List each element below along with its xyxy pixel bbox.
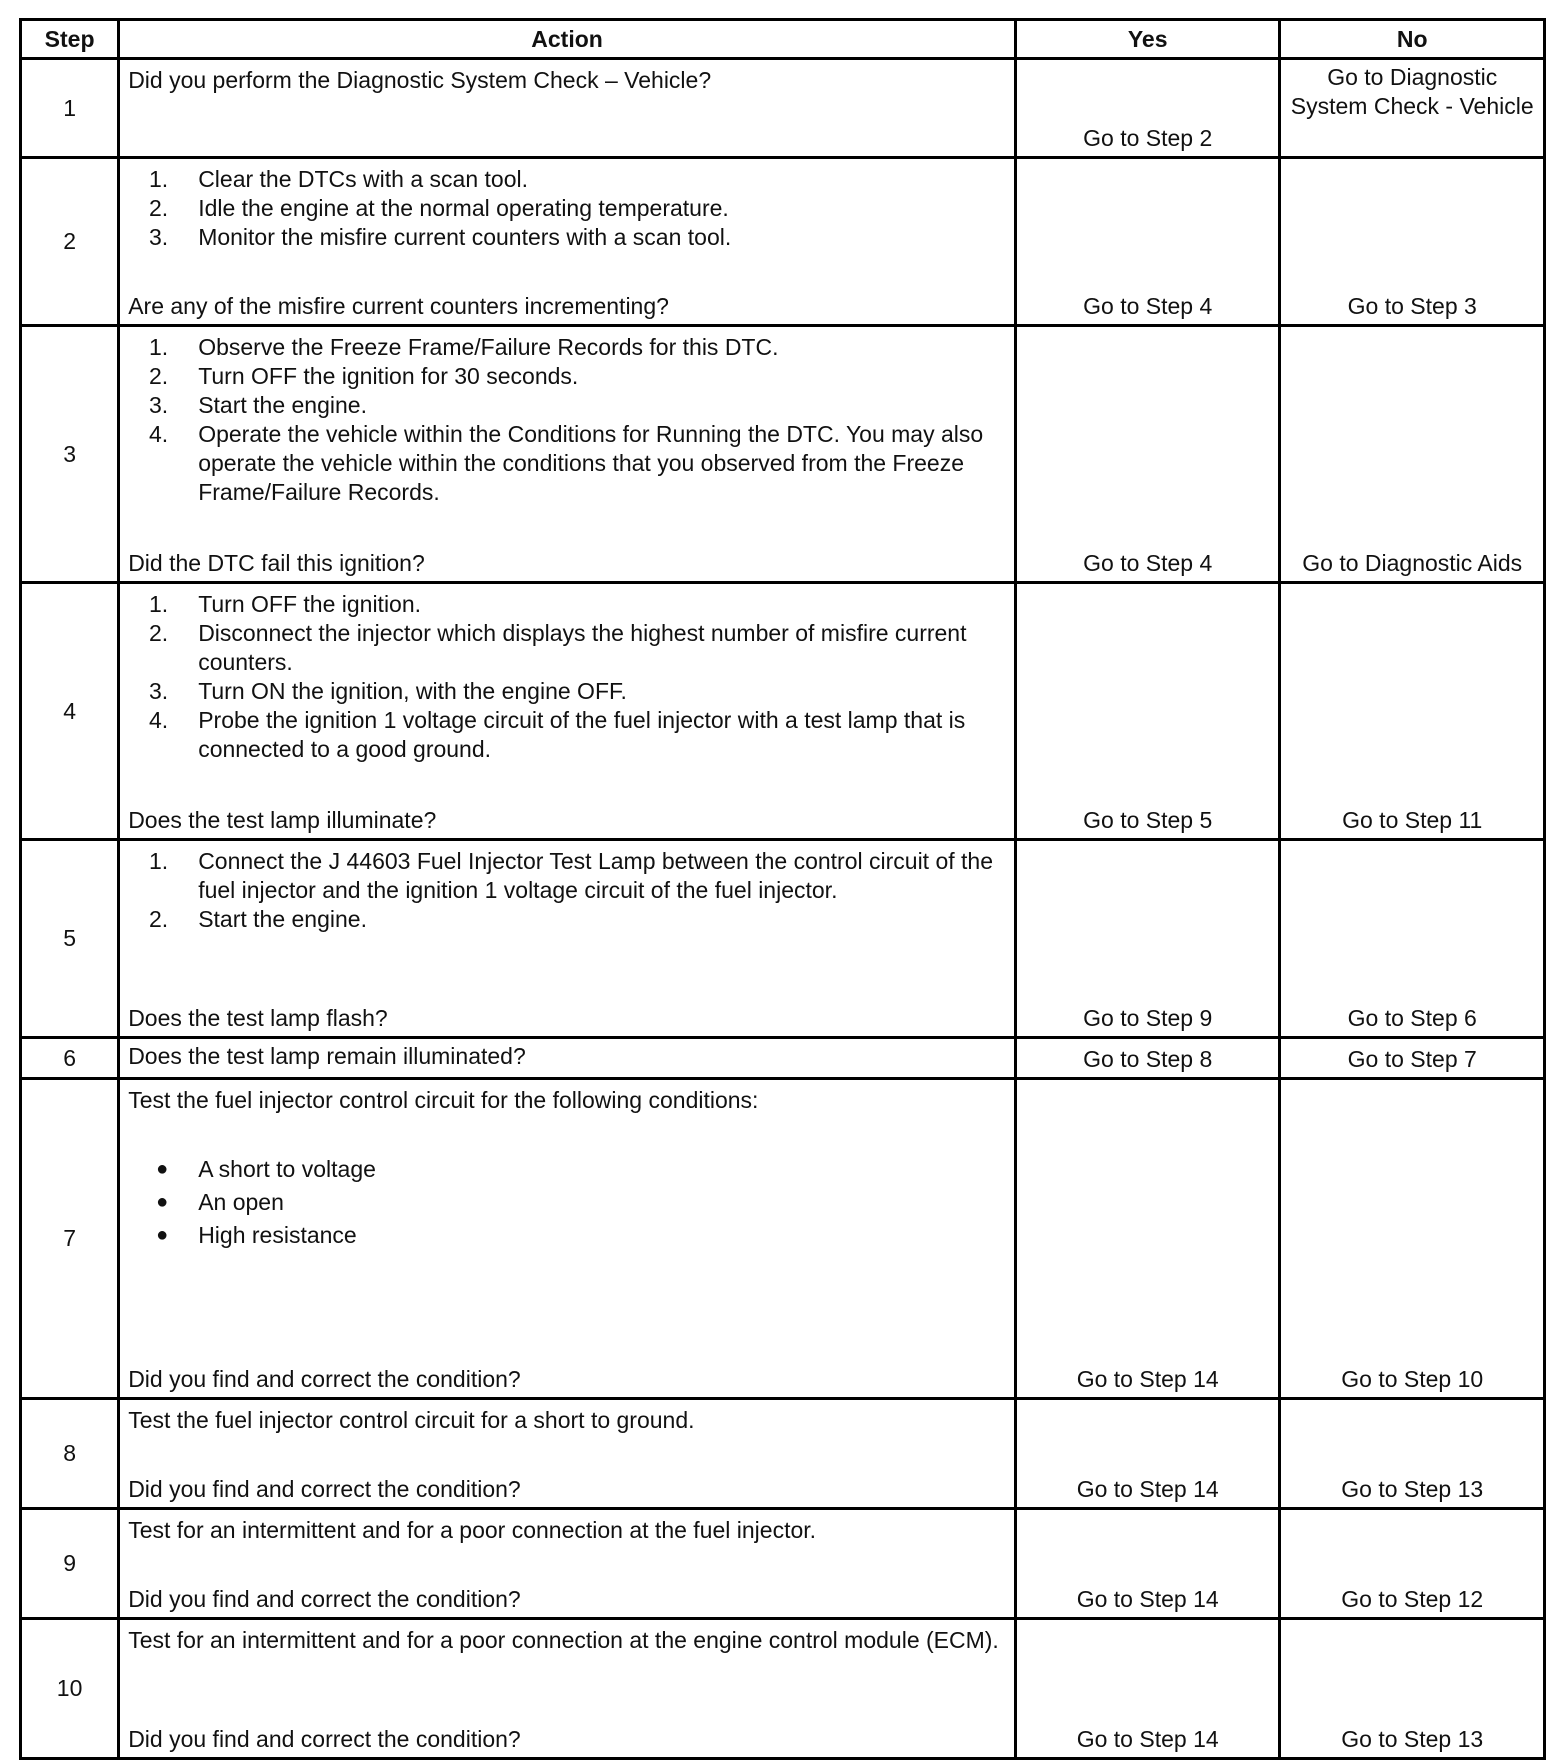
action-steps: [128, 590, 1006, 764]
no-cell: Go to Step 7: [1280, 1038, 1545, 1079]
list-item: 2. Idle the engine at the normal operating temperature.: [149, 195, 729, 221]
condition-list: [128, 1155, 1006, 1250]
action-text: Test the fuel injector control circuit for the following conditions:: [128, 1087, 759, 1113]
list-item: 3. Turn ON the ignition, with the engine OFF.: [149, 678, 627, 704]
action-cell: [119, 158, 1016, 326]
action-steps: [128, 165, 1006, 252]
action-text: Did you perform the Diagnostic System Check – Vehicle?: [128, 67, 712, 93]
step-number: 7: [21, 1079, 119, 1399]
yes-cell: Go to Step 5: [1015, 583, 1280, 840]
no-cell: Go to Step 10: [1280, 1079, 1545, 1399]
action-text: Test the fuel injector control circuit for a short to ground.: [128, 1407, 695, 1433]
step-number: 3: [21, 326, 119, 583]
no-cell: Go to Step 13: [1280, 1399, 1545, 1509]
yes-cell: Go to Step 2: [1015, 59, 1280, 158]
action-question: Does the test lamp illuminate?: [128, 807, 437, 833]
no-cell: Go to Diagnostic Aids: [1280, 326, 1545, 583]
action-cell: [119, 1038, 1016, 1079]
action-cell: [119, 1079, 1016, 1399]
action-text: Does the test lamp remain illuminated?: [128, 1043, 526, 1069]
list-item: ● An open: [156, 1189, 284, 1215]
diagnostic-table: [19, 18, 1546, 1760]
step-number: 9: [21, 1509, 119, 1619]
table-row: [21, 326, 1545, 583]
action-text: Test for an intermittent and for a poor connection at the engine control module (ECM).: [128, 1627, 999, 1653]
action-question: Did you find and correct the condition?: [128, 1476, 521, 1502]
list-item: 1. Clear the DTCs with a scan tool.: [149, 166, 528, 192]
no-cell: Go to Step 13: [1280, 1619, 1545, 1759]
no-cell: Go to Step 3: [1280, 158, 1545, 326]
no-cell: Go to Step 11: [1280, 583, 1545, 840]
step-number: 8: [21, 1399, 119, 1509]
action-cell: [119, 840, 1016, 1038]
yes-cell: Go to Step 9: [1015, 840, 1280, 1038]
action-question: Did you find and correct the condition?: [128, 1366, 521, 1392]
action-question: Does the test lamp flash?: [128, 1005, 388, 1031]
step-number: 4: [21, 583, 119, 840]
table-row: [21, 583, 1545, 840]
table-row: [21, 840, 1545, 1038]
header-yes: Yes: [1015, 20, 1280, 59]
table-row: [21, 1038, 1545, 1079]
list-item: 3. Start the engine.: [149, 392, 367, 418]
action-question: Did you find and correct the condition?: [128, 1726, 521, 1752]
action-cell: [119, 583, 1016, 840]
step-number: 5: [21, 840, 119, 1038]
list-item: 4. Operate the vehicle within the Conditions for Running the DTC. You may also operate the vehicle within the conditions that you observed from the Freeze Frame/Failure Records.: [149, 421, 984, 505]
action-question: Are any of the misfire current counters incrementing?: [128, 293, 669, 319]
step-number: 10: [21, 1619, 119, 1759]
no-cell: Go to Diagnostic System Check - Vehicle: [1280, 59, 1545, 158]
list-item: 3. Monitor the misfire current counters with a scan tool.: [149, 224, 732, 250]
yes-cell: Go to Step 14: [1015, 1399, 1280, 1509]
action-steps: [128, 847, 1006, 934]
yes-cell: Go to Step 4: [1015, 326, 1280, 583]
action-cell: [119, 1399, 1016, 1509]
no-cell: Go to Step 12: [1280, 1509, 1545, 1619]
list-item: ● High resistance: [156, 1222, 357, 1248]
step-number: 6: [21, 1038, 119, 1079]
list-item: 1. Observe the Freeze Frame/Failure Records for this DTC.: [149, 334, 779, 360]
yes-cell: Go to Step 14: [1015, 1619, 1280, 1759]
yes-cell: Go to Step 14: [1015, 1079, 1280, 1399]
action-text: Test for an intermittent and for a poor connection at the fuel injector.: [128, 1517, 817, 1543]
table-row: [21, 1399, 1545, 1509]
no-cell: Go to Step 6: [1280, 840, 1545, 1038]
table-row: [21, 1509, 1545, 1619]
table-row: [21, 59, 1545, 158]
action-question: Did you find and correct the condition?: [128, 1586, 521, 1612]
action-question: Did the DTC fail this ignition?: [128, 550, 425, 576]
list-item: 2. Disconnect the injector which displays the highest number of misfire current counters.: [149, 620, 967, 675]
step-number: 2: [21, 158, 119, 326]
list-item: 1. Turn OFF the ignition.: [149, 591, 422, 617]
header-step: Step: [21, 20, 119, 59]
action-cell: [119, 1619, 1016, 1759]
action-cell: [119, 326, 1016, 583]
yes-cell: Go to Step 4: [1015, 158, 1280, 326]
table-row: [21, 1619, 1545, 1759]
yes-cell: Go to Step 8: [1015, 1038, 1280, 1079]
list-item: 4. Probe the ignition 1 voltage circuit of the fuel injector with a test lamp that is connected to a good ground.: [149, 707, 966, 762]
step-number: 1: [21, 59, 119, 158]
action-steps: [128, 333, 1006, 507]
table-row: [21, 158, 1545, 326]
table-row: [21, 1079, 1545, 1399]
list-item: 1. Connect the J 44603 Fuel Injector Test Lamp between the control circuit of the fuel injector and the ignition 1 voltage circuit of the fuel injector.: [149, 848, 994, 903]
action-cell: [119, 59, 1016, 158]
header-no: No: [1280, 20, 1545, 59]
header-action: Action: [119, 20, 1016, 59]
list-item: 2. Start the engine.: [149, 906, 367, 932]
list-item: 2. Turn OFF the ignition for 30 seconds.: [149, 363, 579, 389]
list-item: ● A short to voltage: [156, 1156, 376, 1182]
header-row: [21, 20, 1545, 59]
action-cell: [119, 1509, 1016, 1619]
yes-cell: Go to Step 14: [1015, 1509, 1280, 1619]
